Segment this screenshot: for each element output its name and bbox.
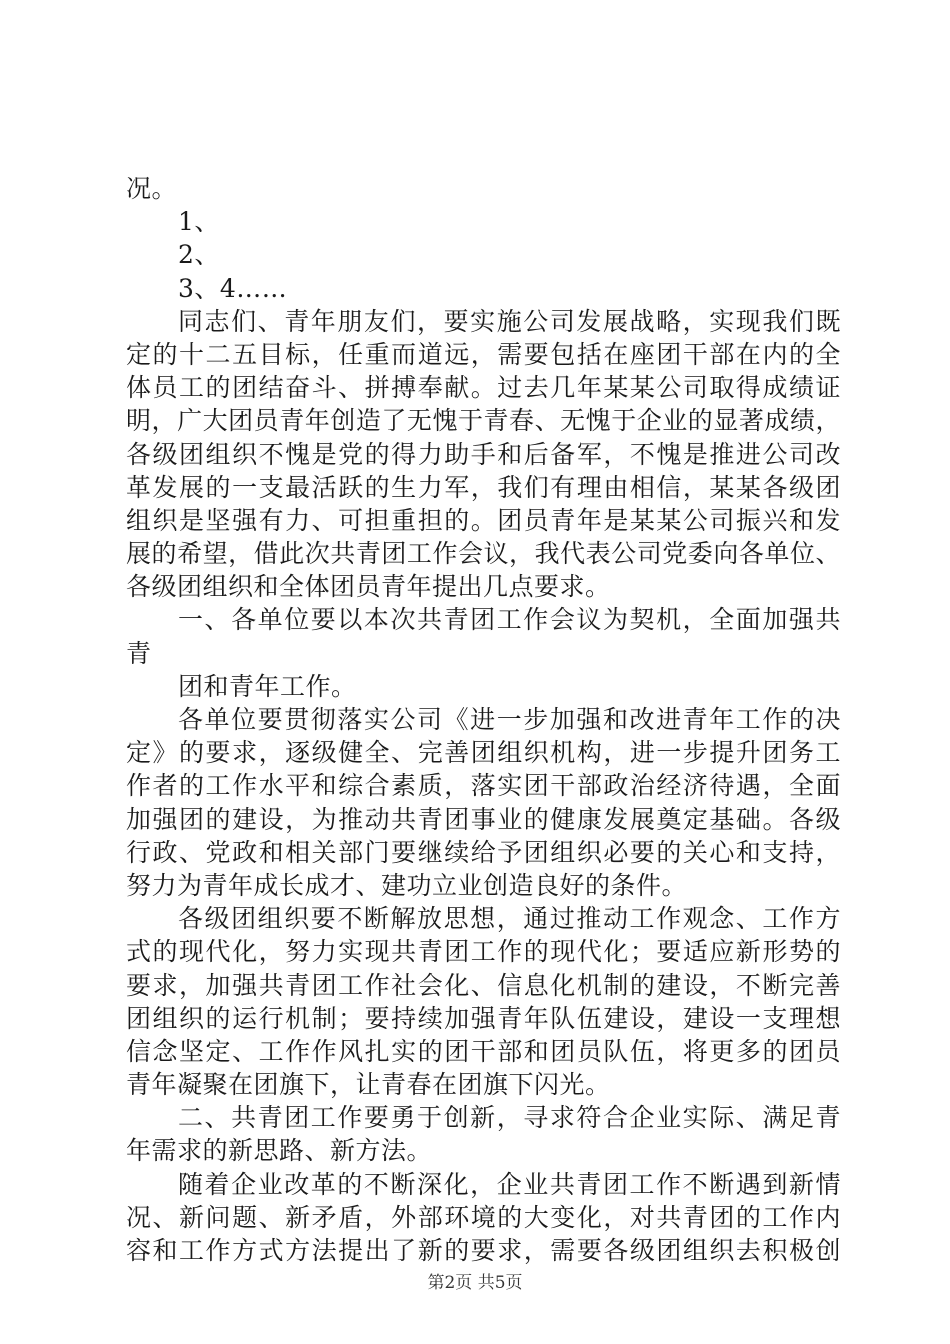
paragraph-line: 要求，加强共青团工作社会化、信息化机制的建设，不断完善: [126, 970, 841, 1000]
paragraph-line: 式的现代化，努力实现共青团工作的现代化；要适应新形势的: [126, 937, 841, 967]
paragraph-line: 加强团的建设，为推动共青团事业的健康发展奠定基础。各级: [126, 804, 841, 834]
paragraph-line: 各级团组织不愧是党的得力助手和后备军，不愧是推进公司改: [126, 439, 841, 469]
section-heading-2-cont: 年需求的新思路、新方法。: [126, 1136, 433, 1166]
list-item-2: 2、: [178, 240, 220, 270]
paragraph-line: 行政、党政和相关部门要继续给予团组织必要的关心和支持，: [126, 837, 841, 867]
section-heading-2: 二、共青团工作要勇于创新，寻求符合企业实际、满足青: [178, 1103, 841, 1133]
paragraph-line: 展的希望，借此次共青团工作会议，我代表公司党委向各单位、: [126, 539, 841, 569]
paragraph-line: 各单位要贯彻落实公司《进一步加强和改进青年工作的决: [178, 705, 841, 734]
paragraph-line: 同志们、青年朋友们，要实施公司发展战略，实现我们既: [178, 306, 841, 336]
paragraph-line: 容和工作方式方法提出了新的要求，需要各级团组织去积极创: [126, 1236, 841, 1265]
paragraph-line: 定的十二五目标，任重而道远，需要包括在座团干部在内的全: [126, 339, 841, 369]
paragraph-line: 革发展的一支最活跃的生力军，我们有理由相信，某某各级团: [126, 472, 841, 502]
paragraph-line: 定》的要求，逐级健全、完善团组织机构，进一步提升团务工: [126, 738, 841, 768]
paragraph-line: 各级团组织要不断解放思想，通过推动工作观念、工作方: [178, 904, 841, 934]
paragraph-line: 明，广大团员青年创造了无愧于青春、无愧于企业的显著成绩，: [126, 406, 841, 436]
list-item-1: 1、: [178, 207, 220, 237]
section-heading-1-cont: 团和青年工作。: [178, 671, 357, 701]
paragraph-line: 体员工的团结奋斗、拼搏奉献。过去几年某某公司取得成绩证: [126, 373, 841, 403]
paragraph-line: 各级团组织和全体团员青年提出几点要求。: [126, 572, 611, 602]
section-heading-1: 一、各单位要以本次共青团工作会议为契机，全面加强共: [178, 605, 841, 635]
paragraph-line: 信念坚定、工作作风扎实的团干部和团员队伍，将更多的团员: [126, 1036, 841, 1066]
list-item-3: 3、4……: [178, 273, 288, 303]
document-body: [126, 172, 841, 1267]
paragraph-line: 团组织的运行机制；要持续加强青年队伍建设，建设一支理想: [126, 1003, 841, 1033]
section-heading-1-wrap: 青: [126, 638, 152, 668]
paragraph-line: 努力为青年成长成才、建功立业创造良好的条件。: [126, 870, 688, 900]
paragraph-line: 作者的工作水平和综合素质，落实团干部政治经济待遇，全面: [126, 771, 841, 801]
paragraph-line: 青年凝聚在团旗下，让青春在团旗下闪光。: [126, 1070, 611, 1100]
text-line: 况。: [126, 174, 178, 203]
paragraph-line: 况、新问题、新矛盾，外部环境的大变化，对共青团的工作内: [126, 1202, 841, 1232]
paragraph-line: 随着企业改革的不断深化，企业共青团工作不断遇到新情: [178, 1169, 841, 1199]
page-footer: 第2页 共5页: [427, 1273, 523, 1293]
paragraph-line: 组织是坚强有力、可担重担的。团员青年是某某公司振兴和发: [126, 505, 841, 535]
